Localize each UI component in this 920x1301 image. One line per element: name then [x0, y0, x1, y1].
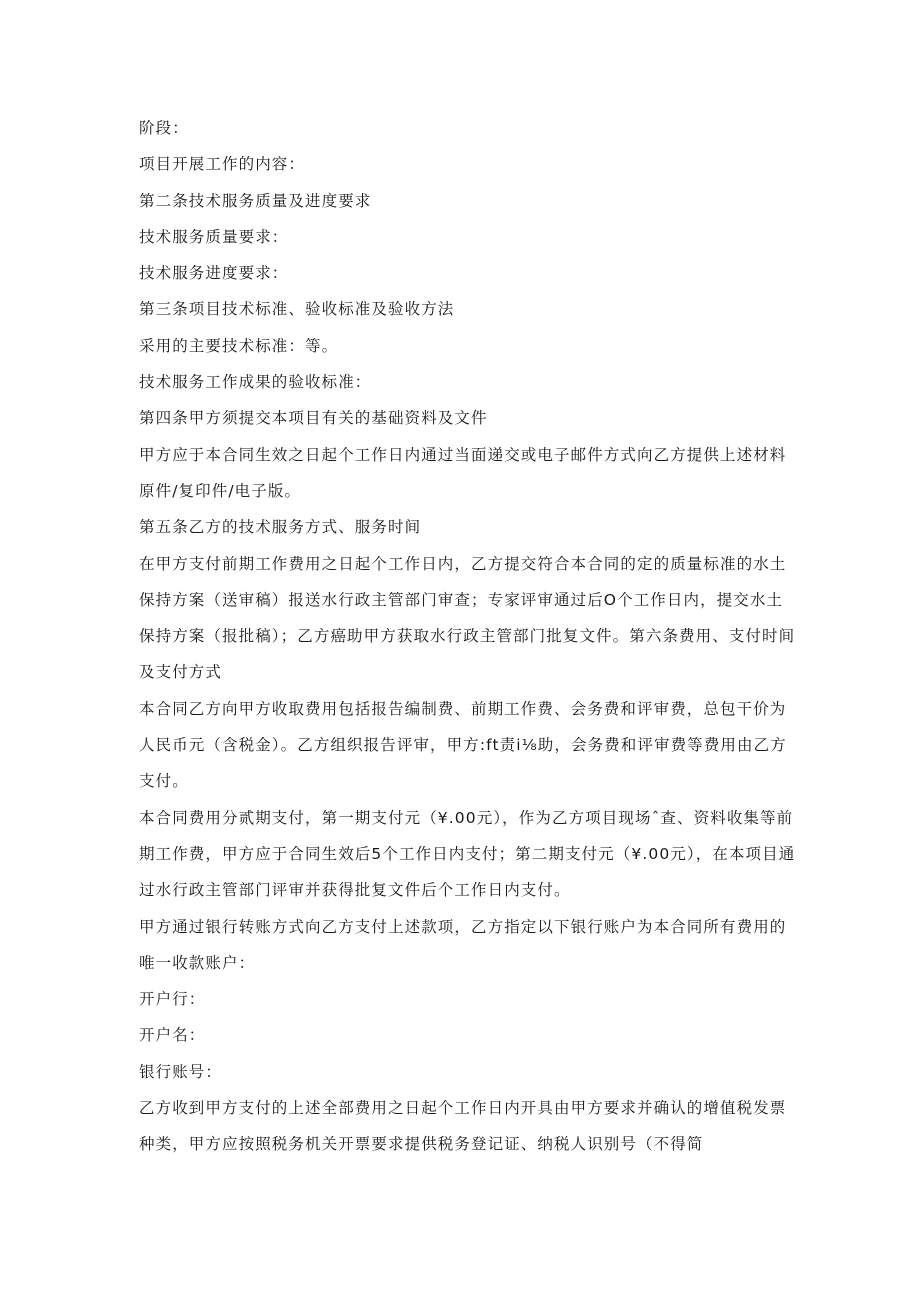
paragraph-acceptance-standards: 技术服务工作成果的验收标准：: [139, 373, 372, 392]
paragraph-main-standards: 采用的主要技术标准：等。: [139, 336, 339, 355]
heading-article-5: 第五条乙方的技术服务方式、服务时间: [139, 518, 422, 537]
paragraph-work-content: 项目开展工作的内容：: [139, 155, 306, 174]
paragraph-stage: 阶段：: [139, 119, 189, 137]
paragraph-invoice: 乙方收到甲方支付的上述全部费用之日起个工作日内开具由甲方要求并确认的增值税发票种类，甲方应按照税务机关开票要求提供税务登记证、纳税人识别号（不得简: [139, 1099, 787, 1154]
field-account-name: 开户名：: [139, 1026, 206, 1045]
document-body: [139, 110, 799, 1163]
heading-article-3: 第三条项目技术标准、验收标准及验收方法: [139, 300, 455, 319]
paragraph-bank-transfer: 甲方通过银行转账方式向乙方支付上述款项，乙方指定以下银行账户为本合同所有费用的唯一收款账户：: [139, 917, 787, 972]
paragraph-progress-requirement: 技术服务进度要求：: [139, 264, 289, 283]
paragraph-materials-submission: 甲方应于本合同生效之日起个工作日内通过当面递交或电子邮件方式向乙方提供上述材料原件/复印件/电子版。: [139, 445, 787, 500]
paragraph-service-timeline: 在甲方支付前期工作费用之日起个工作日内，乙方提交符合本合同的定的质量标准的水土保持方案（送审稿）报送水行政主管部门审查；专家评审通过后O个工作日内，提交水土保持方案（报批稿）；乙方癌助甲方获取水行政主管部门批复文件。第六条费用、支付时间及支付方式: [139, 554, 796, 682]
field-account-number: 银行账号：: [139, 1062, 223, 1081]
paragraph-quality-requirement: 技术服务质量要求：: [139, 227, 289, 246]
heading-article-2: 第二条技术服务质量及进度要求: [139, 191, 372, 210]
paragraph-payment-schedule: 本合同费用分贰期支付，第一期支付元（¥.00元），作为乙方项目现场ˆ查、资料收集等前期工作费，甲方应于合同生效后5个工作日内支付；第二期支付元（¥.00元），在本项目通过水行政主管部门评审并获得批复文件后个工作日内支付。: [139, 808, 796, 900]
heading-article-4: 第四条甲方须提交本项目有关的基础资料及文件: [139, 409, 488, 428]
paragraph-total-fee: 本合同乙方向甲方收取费用包括报告编制费、前期工作费、会务费和评审费，总包干价为人民币元（含税金）。乙方组织报告评审，甲方:ft责i⅛助，会务费和评审费等费用由乙方支付。: [139, 699, 787, 791]
field-bank-name: 开户行：: [139, 990, 206, 1009]
